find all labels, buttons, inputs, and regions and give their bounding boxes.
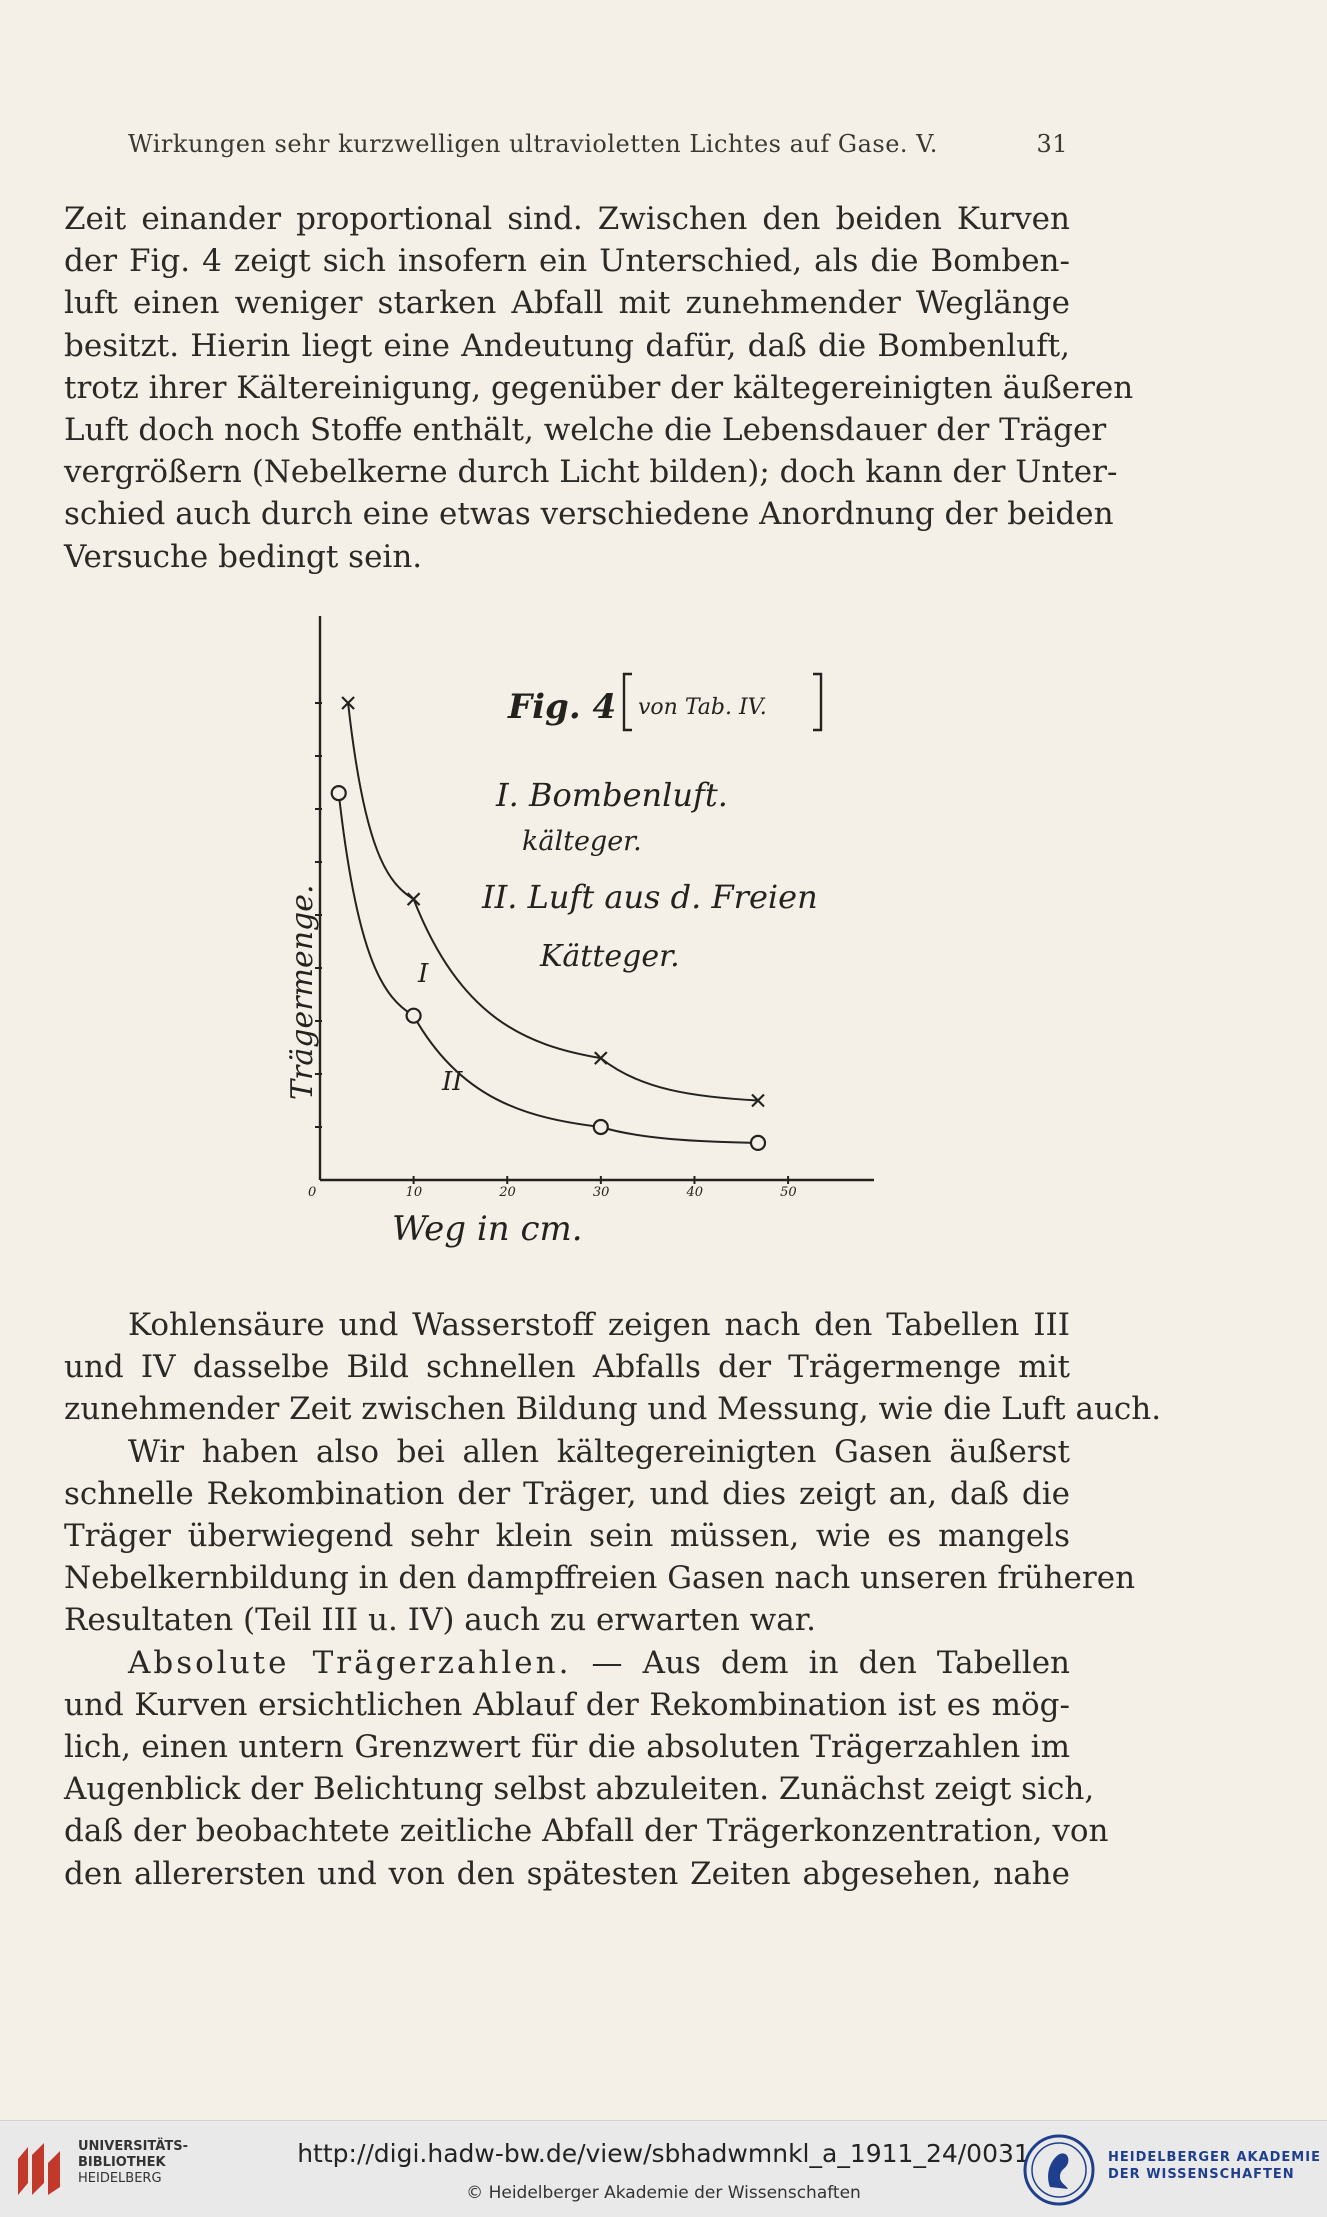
curve-ii-point [594,1120,608,1134]
text-line: und Kurven ersichtlichen Ablauf der Rekombination ist es mög- [64,1686,1070,1723]
text-line [64,1642,1070,1684]
paragraph-bottom-3 [64,1642,1109,1895]
legend-line-1: I. Bombenluft. [496,776,728,814]
running-header [128,130,1068,158]
text-line: besitzt. Hierin liegt eine Andeutung dafür, daß die Bombenluft, [64,327,1070,364]
academy-seal-icon [1022,2133,1096,2207]
academy-name [1108,2149,1321,2183]
curve-i-point [408,893,420,905]
academy-line-1: HEIDELBERGER AKADEMIE [1108,2150,1321,2165]
x-tick-label: 40 [686,1185,704,1200]
text-line: Augenblick der Belichtung selbst abzuleiten. Zunächst zeigt sich, [64,1771,1095,1808]
figure-bracket-note: von Tab. IV. [638,695,767,720]
curve-label-ii: II [442,1067,463,1097]
library-line-2: BIBLIOTHEK [78,2155,166,2170]
figure-title: Fig. 4 [508,687,617,727]
copyright-notice: © Heidelberger Akademie der Wissenschaften [466,2183,861,2203]
x-tick-label: 10 [405,1185,423,1200]
curve-label-i: I [418,959,429,989]
text-line: Luft doch noch Stoffe enthält, welche die Lebensdauer der Träger [64,412,1107,449]
library-line-1: UNIVERSITÄTS- [78,2139,188,2154]
x-tick-label: 20 [499,1185,516,1200]
text-line: Nebelkernbildung in den dampffreien Gasen nach unseren früheren [64,1560,1136,1597]
paragraph-bottom-1 [64,1304,1162,1431]
y-axis-label: Trägermenge. [285,884,320,1100]
text-line: lich, einen untern Grenzwert für die absoluten Trägerzahlen im [64,1729,1070,1765]
text-line: den allerersten und von den spätesten Zeiten abgesehen, nahe [64,1855,1070,1892]
library-line-3: HEIDELBERG [78,2171,162,2186]
text-line: trotz ihrer Kältereinigung, gegenüber der kältegereinigten äußeren [64,369,1134,406]
academy-line-2: DER WISSENSCHAFTEN [1108,2167,1295,2182]
page-number: 31 [1036,130,1068,158]
legend-line-4: Kätteger. [540,939,680,974]
text-line: Träger überwiegend sehr klein sein müssen, wie es mangels [64,1518,1070,1554]
x-origin-label: 0 [308,1185,317,1200]
x-axis-label: Weg in cm. [392,1209,583,1249]
legend-line-2: kälteger. [522,826,642,857]
text-line: der Fig. 4 zeigt sich insofern ein Unterschied, als die Bomben- [64,243,1070,280]
digitization-footer [0,2120,1327,2217]
curve-ii-point [407,1009,421,1023]
x-tick-label: 50 [780,1185,797,1200]
running-title: Wirkungen sehr kurzwelligen ultravioletten Lichtes auf Gase. V. [128,130,938,158]
text-line: vergrößern (Nebelkerne durch Licht bilden); doch kann der Unter- [64,454,1118,491]
text-line: Wir haben also bei allen kältegereinigten Gasen äußerst [128,1433,1070,1470]
text-line: zunehmender Zeit zwischen Bildung und Messung, wie die Luft auch. [64,1391,1162,1428]
curve-ii-point [332,786,346,800]
permalink-url[interactable]: http://digi.hadw-bw.de/view/sbhadwmnkl_a_1911_24/0031 [297,2139,1030,2168]
paragraph-top [64,198,1134,578]
curve-ii-point [751,1136,765,1150]
section-run-in-rest: — Aus dem in den Tabellen [571,1644,1070,1681]
text-line: schnelle Rekombination der Träger, und dies zeigt an, daß die [64,1475,1070,1512]
section-run-in-heading: Absolute Trägerzahlen. [128,1644,572,1681]
text-line: Zeit einander proportional sind. Zwischen den beiden Kurven [64,201,1070,237]
text-line: schied auch durch eine etwas verschiedene Anordnung der beiden [64,496,1114,533]
text-line: daß der beobachtete zeitliche Abfall der Trägerkonzentration, von [64,1813,1109,1850]
legend-line-3: II. Luft aus d. Freien [482,878,818,916]
text-line: Versuche bedingt sein. [64,538,423,575]
figure-4 [250,612,890,1252]
recombination-chart [250,612,890,1252]
x-tick-label: 30 [592,1185,610,1200]
paragraph-bottom-2 [64,1431,1136,1642]
text-line: Kohlensäure und Wasserstoff zeigen nach den Tabellen III [128,1307,1070,1343]
text-line: luft einen weniger starken Abfall mit zunehmender Weglänge [64,285,1070,322]
text-line: Resultaten (Teil III u. IV) auch zu erwarten war. [64,1602,816,1639]
text-line: und IV dasselbe Bild schnellen Abfalls der Trägermenge mit [64,1349,1070,1386]
